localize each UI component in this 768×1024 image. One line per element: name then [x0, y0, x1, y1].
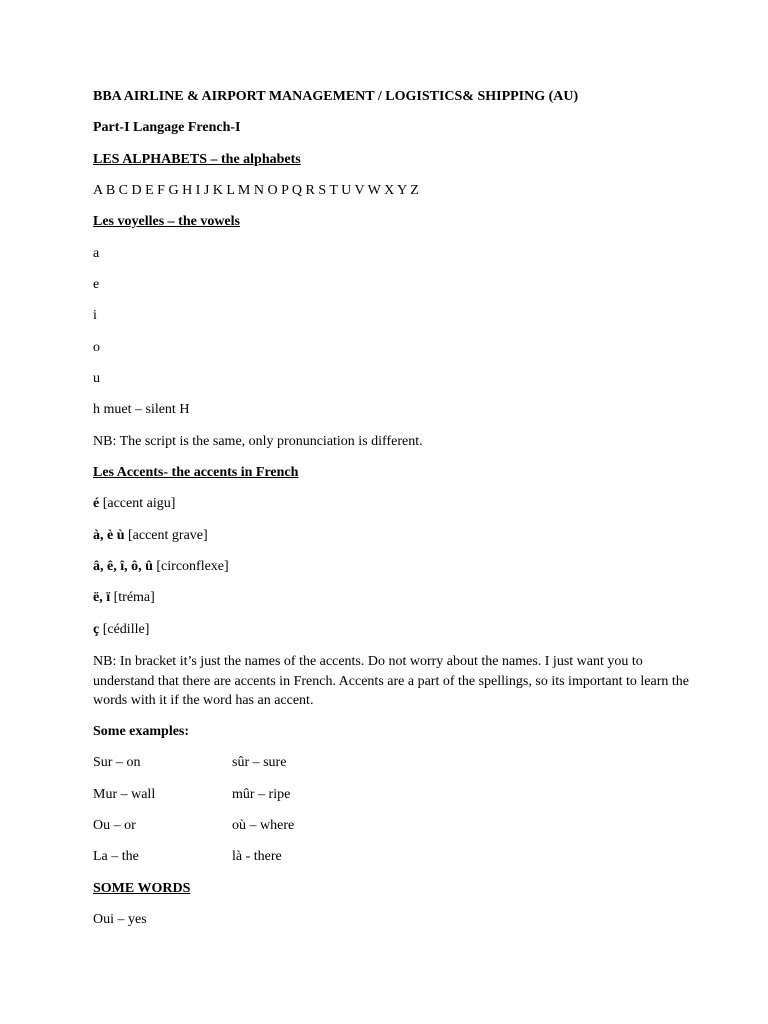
- accent-row: [93, 495, 175, 513]
- words-heading: SOME WORDS: [93, 881, 191, 896]
- word-item: Oui – yes: [93, 912, 147, 927]
- nb-script-note: NB: The script is the same, only pronunciation is different.: [93, 434, 423, 449]
- accent-name: [cédille]: [99, 622, 150, 637]
- accent-name: [accent grave]: [124, 528, 208, 543]
- example-left: Sur – on: [93, 755, 141, 770]
- accent-chars: à, è ù: [93, 528, 125, 543]
- accent-chars: ç: [93, 622, 100, 637]
- accent-name: [accent aigu]: [99, 496, 176, 511]
- accent-name: [tréma]: [110, 590, 155, 605]
- accent-row: [93, 527, 208, 545]
- nb-accents-note: NB: In bracket it’s just the names of the accents. Do not worry about the names. I just want you to understand that there are accents in French. Accents are a part of the spellings, so its important to learn the words with it if the word has an accent.: [93, 654, 689, 708]
- example-right: là - there: [232, 849, 282, 864]
- accent-row: [93, 589, 155, 607]
- vowel-item: u: [93, 371, 100, 386]
- part-heading: Part-I Langage French-I: [93, 120, 241, 135]
- alphabets-heading: LES ALPHABETS – the alphabets: [93, 152, 301, 167]
- examples-heading: Some examples:: [93, 724, 190, 739]
- vowels-heading: Les voyelles – the vowels: [93, 214, 240, 229]
- example-right: où – where: [232, 818, 295, 833]
- vowel-item: o: [93, 340, 100, 355]
- example-left: Mur – wall: [93, 787, 156, 802]
- vowel-item: a: [93, 246, 100, 261]
- example-left: La – the: [93, 849, 139, 864]
- example-right: mûr – ripe: [232, 787, 291, 802]
- vowel-item: e: [93, 277, 100, 292]
- h-muet-line: h muet – silent H: [93, 402, 190, 417]
- example-left: Ou – or: [93, 818, 136, 833]
- example-right: sûr – sure: [232, 755, 287, 770]
- accents-heading: Les Accents- the accents in French: [93, 465, 299, 480]
- accent-chars: é: [93, 496, 100, 511]
- accent-chars: ë, ï: [93, 590, 111, 605]
- accent-name: [circonflexe]: [152, 559, 229, 574]
- document-title: BBA AIRLINE & AIRPORT MANAGEMENT / LOGISTICS& SHIPPING (AU): [93, 89, 579, 104]
- alphabet-letters: A B C D E F G H I J K L M N O P Q R S T U V W X Y Z: [93, 183, 419, 198]
- accent-row: [93, 558, 229, 576]
- accent-chars: â, ê, î, ô, û: [93, 559, 153, 574]
- vowel-item: i: [93, 308, 97, 323]
- accent-row: [93, 621, 149, 639]
